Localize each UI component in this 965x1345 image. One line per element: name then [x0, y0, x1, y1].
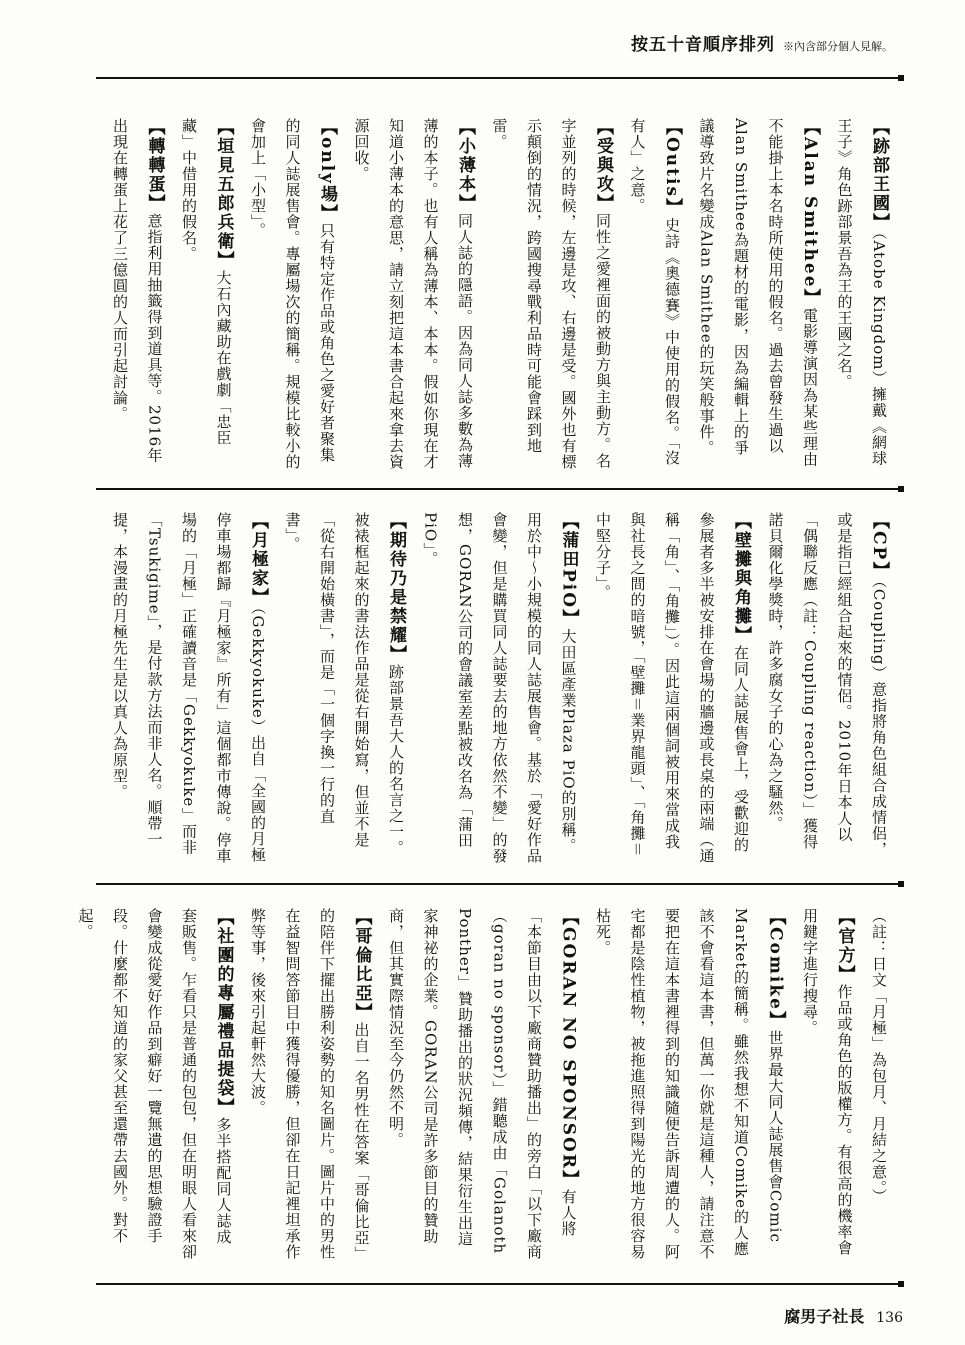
- glossary-entry: [689, 118, 827, 470]
- header-title: 按五十音順序排列: [631, 35, 775, 55]
- entry-text: 多半搭配同人誌成套販售。乍看只是普通的包包，但在明眼人看來卻會變成從愛好作品到癖好一覽無遺的思想驗證手段。什麼都不知道的家父甚至還帶去國外。對不起。: [76, 908, 233, 1260]
- glossary-entry: [275, 512, 413, 864]
- section-divider: [96, 883, 900, 885]
- glossary-entry: [620, 118, 689, 470]
- section-divider: [96, 1283, 900, 1285]
- glossary-entry: [344, 118, 482, 470]
- entry-term: 【only場】: [317, 118, 337, 224]
- entry-term: 【壁攤與角攤】: [731, 512, 751, 645]
- entry-term: 【受與攻】: [593, 118, 613, 213]
- entry-term: 【CP】: [869, 512, 889, 581]
- glossary-entry: [241, 908, 379, 1260]
- entry-text: 意指利用抽籤得到道具等。2016年出現在轉蛋上花了三億圓的人而引起討論。: [111, 118, 164, 464]
- entry-text: （Coupling）意指將角色組合成情侶，或是指已經組合起來的情侶。2010年日本人以「偶聯反應（註：Coupling reaction）」獲得諾貝爾化學獎時，許多腐女子的心為之騷然。: [766, 512, 888, 858]
- glossary-entry: [482, 118, 620, 470]
- glossary-entry: [68, 908, 241, 1260]
- entry-term: 【Alan Smithee】: [800, 118, 820, 308]
- entry-term: 【官方】: [834, 908, 855, 984]
- entry-term: 【月極家】: [248, 512, 268, 607]
- entry-text: 大石內藏助在戲劇「忠臣藏」中借用的假名。: [180, 118, 233, 446]
- header-note: ※內含部分個人見解。: [783, 40, 893, 53]
- entry-text: 同性之愛裡面的被動方與主動方。名字並列的時候，左邊是攻、右邊是受。國外也有標示顛倒的情況，跨國搜尋戰利品時可能會踩到地雷。: [490, 118, 612, 470]
- entry-term: 【小薄本】: [455, 118, 475, 213]
- entry-text: 史詩《奧德賽》中使用的假名。「沒有人」之意。: [628, 118, 681, 466]
- entry-text: （註：日文「月極」為包月、月結之意。）: [870, 908, 888, 1205]
- entry-text: 在同人誌展售會上，受歡迎的參展者多半被安排在會場的牆邊或長桌的兩端（通稱「角」、「角攤」）。因此這兩個詞被用來當成我與社長之間的暗號，「壁攤＝業界龍頭」、「角攤＝中堅分子」。: [594, 512, 750, 864]
- section-divider: [96, 488, 900, 490]
- entry-text: 只有特定作品或角色之愛好者聚集的同人誌展售會。專屬場次的簡稱。規模比較小的會加上「小型」。: [249, 118, 336, 470]
- book-title: 腐男子社長: [784, 1307, 865, 1326]
- glossary-section-1: [90, 118, 896, 470]
- entry-term: 【垣見五郎兵衛】: [213, 118, 234, 270]
- page-header: [631, 30, 893, 55]
- entry-text: （Atobe Kingdom）擁戴《網球王子》角色跡部景吾為王的王國之名。: [835, 118, 888, 467]
- entry-text: 跡部景吾大人的名言之一。被裱框起來的書法作品是從右開始寫，但並不是「從右開始橫書」，而是「一個字換一行的直書」。: [283, 512, 405, 856]
- entry-term: 【哥倫比亞】: [351, 908, 372, 1022]
- entry-text: 出自一名男性在答案「哥倫比亞」的陪伴下擺出勝利姿勢的知名圖片。圖片中的男性在益智問答節目中獲得優勝，但卻在日記裡坦承作弊等事，後來引起軒然大波。: [249, 908, 371, 1260]
- glossary-entry: [103, 512, 276, 864]
- entry-term: 【GORAN NO SPONSOR】: [558, 908, 579, 1189]
- entry-term: 【跡部王國】: [869, 118, 889, 232]
- entry-text: 同人誌的隱語。因為同人誌多數為薄薄的本子。也有人稱為薄本、本本。假如你現在才知道小薄本的意思，請立刻把這本書合起來拿去資源回收。: [352, 118, 474, 470]
- glossary-entry: [586, 908, 793, 1260]
- glossary-entry: [758, 512, 896, 864]
- glossary-entry: [413, 512, 586, 864]
- entry-text: 大田區產業Plaza PiO的別稱。用於中～小規模的同人誌展售會。基於「愛好作品會變，但是購買同人誌要去的地方依然不變」的發想，GORAN公司的會議室差點被改名為「蒲田PiO」。: [421, 512, 578, 864]
- page-footer: [784, 1304, 903, 1327]
- glossary-entry: [793, 908, 862, 1260]
- glossary-entry: [103, 118, 172, 470]
- glossary-section-2: [90, 512, 896, 864]
- glossary-entry: [241, 118, 345, 470]
- entry-text: （Gekkyokuke）出自「全國的月極停車場都歸『月極家』所有」這個都市傳說。停車場的「月極」正確讀音是「Gekkyokuke」而非「Tsukigime」，是付款方法而非人名。順帶一提，本漫畫的月極先生是以真人為原型。: [111, 512, 267, 864]
- glossary-entry: [172, 118, 241, 470]
- entry-term: 【期待乃是禁耀】: [386, 512, 406, 664]
- glossary-section-3: [76, 908, 896, 1260]
- entry-term: 【社團的專屬禮品提袋】: [213, 908, 234, 1117]
- entry-term: 【Outis】: [662, 118, 682, 218]
- entry-term: 【Comike】: [765, 908, 786, 1030]
- page-number: 136: [876, 1310, 903, 1326]
- section-divider: [96, 77, 900, 79]
- entry-term: 【蒲田PiO】: [558, 512, 579, 629]
- glossary-entry: [827, 118, 896, 470]
- glossary-entry: [586, 512, 759, 864]
- entry-text: 世界最大同人誌展售會Comic Market的簡稱。雖然我想不知道Comike的人應該不會看這本書，但萬一你就是這種人，請注意不要把在這本書裡得到的知識隨便告訴周遭的人。阿宅都是陰性植物，被拖進照得到陽光的地方很容易枯死。: [594, 908, 785, 1260]
- entry-text: 電影導演因為某些理由不能掛上本名時所使用的假名。過去曾發生過以Alan Smithee為題材的電影，因為編輯上的爭議導致片名變成Alan Smithee的玩笑般事件。: [697, 118, 819, 468]
- glossary-entry: [379, 908, 586, 1260]
- entry-text: 作品或角色的版權方。有很高的機率會用鍵字進行搜尋。: [801, 908, 854, 1256]
- glossary-entry: [862, 908, 897, 1260]
- entry-text: 有人將「本節目由以下廠商贊助播出」的旁白「以下廠商（goran no sponsor）」錯聽成由「Golanoth Ponther」贊助播出的狀況頻傳，結果衍生出這家神祕的企業。GORAN公司是許多節目的贊助商，但其實際情況至今仍然不明。: [387, 908, 578, 1260]
- entry-term: 【轉轉蛋】: [144, 118, 165, 213]
